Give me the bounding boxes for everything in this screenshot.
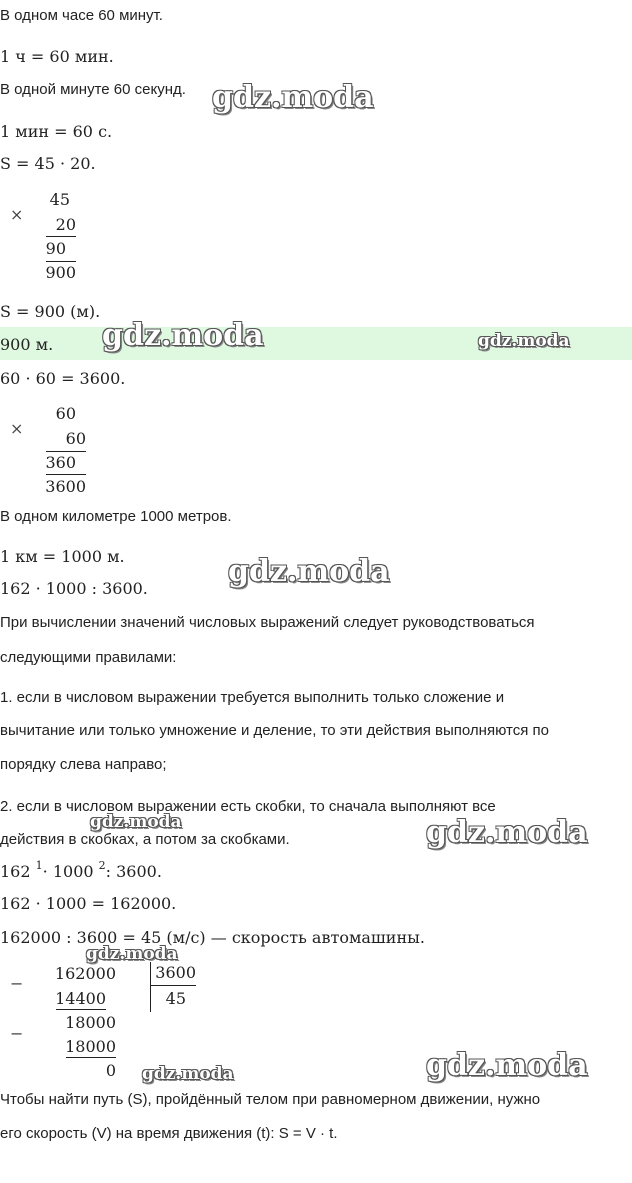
math-line: 162 · 1000 = 162000.: [0, 894, 177, 913]
operand: 3600.: [116, 862, 162, 881]
divisor-underline: [150, 985, 196, 986]
subtrahend: 18000: [65, 1037, 116, 1056]
quotient: 45: [165, 989, 186, 1008]
answer-line: 900 м.: [0, 335, 54, 354]
text-line: его скорость (V) на время движения (t): S = V · t.: [0, 1125, 338, 1142]
text-line: вычитание или только умножение и деление, то эти действия выполняются по: [0, 722, 549, 739]
math-line: 1 ч = 60 мин.: [0, 47, 114, 66]
text-line: При вычислении значений числовых выражений следует руководствоваться: [0, 614, 535, 631]
math-line: 1 мин = 60 с.: [0, 122, 113, 141]
text-line: следующими правилами:: [0, 649, 177, 666]
partial-product: 360: [45, 453, 76, 472]
underline: [46, 261, 76, 262]
text-line: В одном километре 1000 метров.: [0, 508, 232, 525]
text-line: В одном часе 60 минут.: [0, 7, 163, 24]
factor-b: 20: [55, 215, 76, 234]
product: 900: [45, 263, 76, 282]
operation-order-mark: 1: [35, 859, 43, 872]
math-line-with-order: 162 $^1$· 1000 $^2$: 3600.: [0, 859, 162, 881]
final-remainder: 0: [105, 1061, 116, 1080]
text-line: В одной минуте 60 секунд.: [0, 81, 186, 98]
watermark: gdz.moda: [102, 318, 264, 353]
underline: [46, 236, 76, 237]
underline: [46, 451, 86, 452]
product: 3600: [45, 477, 86, 496]
minus-sign: −: [10, 1024, 24, 1043]
watermark: gdz.moda: [426, 815, 588, 850]
watermark: gdz.moda: [142, 1064, 234, 1084]
text-line: действия в скобках, а потом за скобками.: [0, 831, 290, 848]
watermark: gdz.moda: [212, 80, 374, 115]
underline: [46, 474, 86, 475]
text-line: Чтобы найти путь (S), пройдённый телом при равномерном движении, нужно: [0, 1091, 541, 1108]
math-line: S = 900 (м).: [0, 302, 101, 321]
divisor: 3600: [155, 963, 196, 982]
underline: [66, 1057, 116, 1058]
math-line: 60 · 60 = 3600.: [0, 369, 126, 388]
watermark: gdz.moda: [228, 554, 390, 589]
watermark: gdz.moda: [86, 944, 178, 964]
minus-sign: −: [10, 974, 24, 993]
math-line: 162000 : 3600 = 45 (м/с) — скорость автомашины.: [0, 928, 425, 947]
text-line: 2. если в числовом выражении есть скобки, то сначала выполняют все: [0, 798, 496, 815]
factor-b: 60: [65, 429, 86, 448]
text-line: 1. если в числовом выражении требуется выполнить только сложение и: [0, 689, 505, 706]
operand: 1000: [52, 862, 94, 881]
underline: [56, 1009, 106, 1010]
watermark: gdz.moda: [426, 1048, 588, 1083]
math-line: S = 45 · 20.: [0, 154, 96, 173]
remainder: 18000: [65, 1013, 116, 1032]
watermark: gdz.moda: [478, 331, 570, 351]
factor-a: 45: [49, 190, 70, 209]
operation-order-mark: 2: [98, 859, 106, 872]
math-line: 162 · 1000 : 3600.: [0, 579, 148, 598]
partial-product: 90: [45, 239, 66, 258]
text-line: порядку слева направо;: [0, 756, 167, 773]
multiply-sign: ×: [10, 205, 24, 224]
watermark: gdz.moda: [90, 812, 182, 832]
dividend: 162000: [54, 964, 116, 983]
factor-a: 60: [55, 404, 76, 423]
math-line: 1 км = 1000 м.: [0, 547, 125, 566]
subtrahend: 14400: [55, 989, 106, 1008]
operand: 162: [0, 862, 31, 881]
multiply-sign: ×: [10, 419, 24, 438]
